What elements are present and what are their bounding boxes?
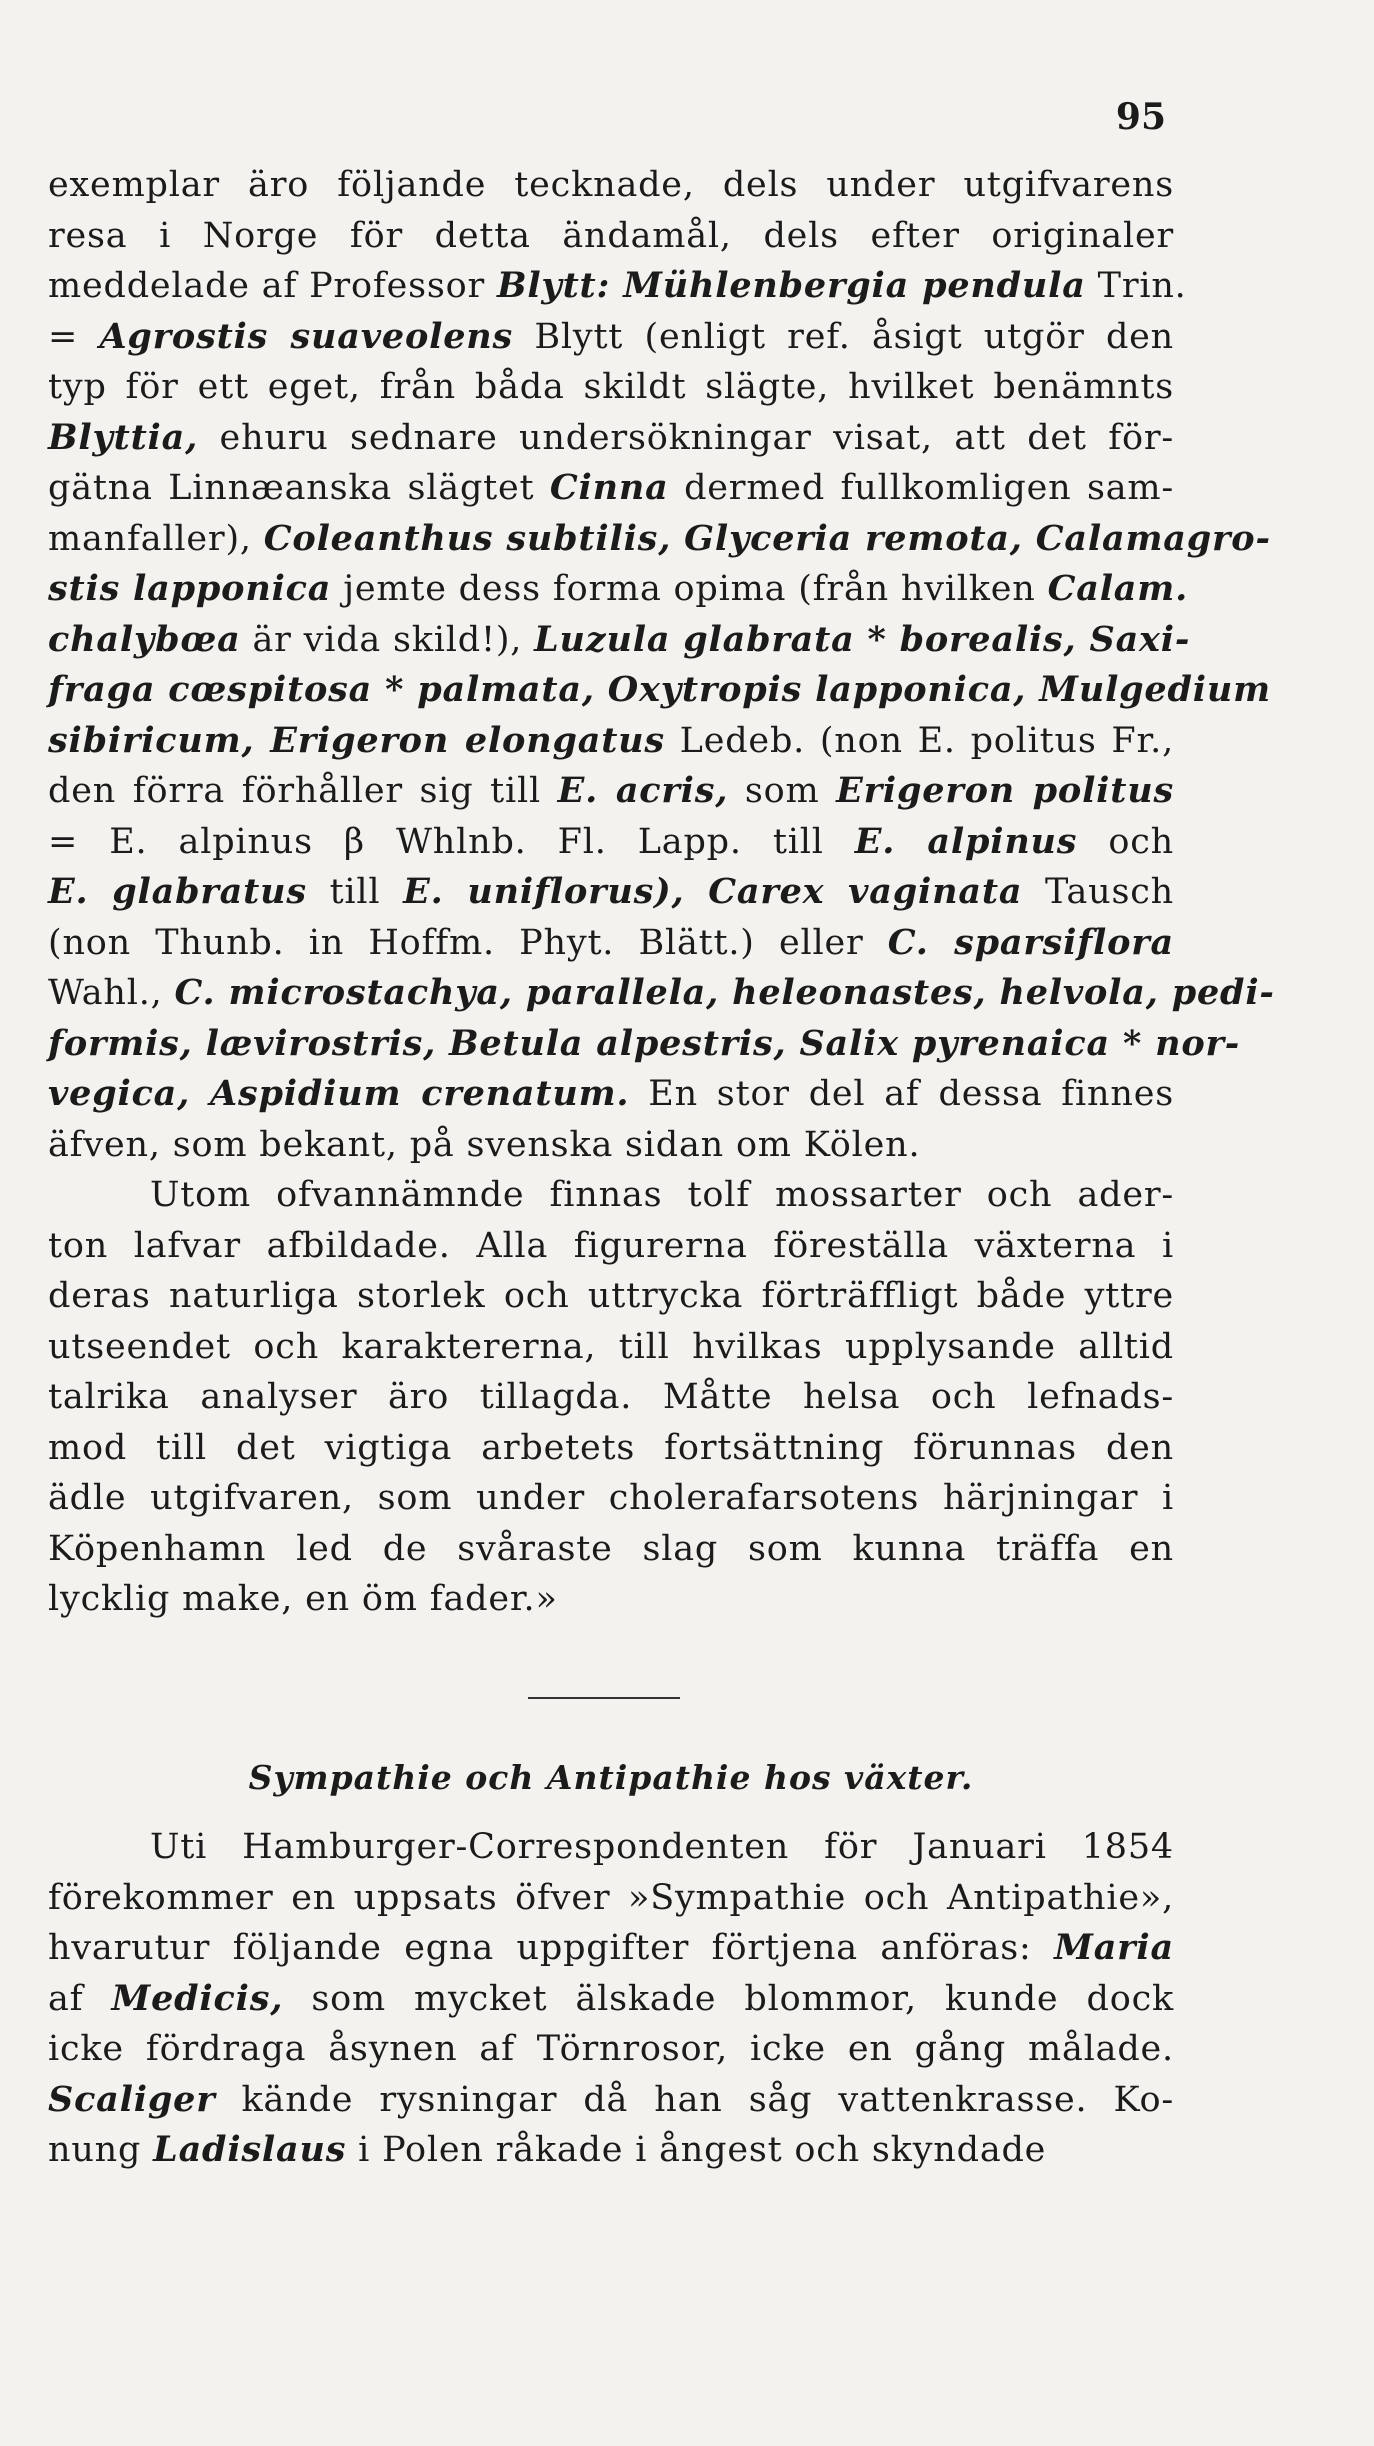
text-block-main [48, 160, 1275, 1625]
section-divider [528, 1697, 680, 1699]
text-run: Utom ofvannämnde finnas tolf mossarter och ader- [150, 1175, 1174, 1215]
text-run: meddelade af Professor [48, 266, 497, 306]
text-run: jemte dess forma opima (från hvilken [331, 569, 1048, 609]
text-run: till [306, 872, 404, 912]
italic-text: Agrostis suaveolens [99, 315, 514, 357]
text-line [48, 867, 1174, 918]
text-line [48, 362, 1174, 413]
text-line [48, 2024, 1174, 2075]
italic-text: E. glabratus [48, 871, 307, 912]
text-line [48, 1873, 1174, 1924]
italic-text: E. acris, [557, 770, 729, 811]
italic-text: stis lapponica [48, 568, 332, 609]
text-run: ehuru sednare undersökningar visat, att det för- [198, 417, 1174, 458]
text-line [48, 2075, 1174, 2126]
text-line [48, 463, 1174, 514]
text-line [48, 615, 1191, 666]
italic-text: Maria [1054, 1927, 1174, 1968]
text-line [48, 1524, 1174, 1575]
text-line [48, 312, 1174, 363]
italic-text: vegica, Aspidium crenatum. [48, 1073, 630, 1114]
text-run: = [48, 316, 100, 357]
text-run: Trin. [1085, 266, 1187, 306]
text-line [48, 1423, 1174, 1474]
text-run: utseendet och karaktererna, till hvilkas upplysande alltid [48, 1326, 1174, 1367]
text-run: icke fördraga åsynen af Törnrosor, icke en gång målade. [48, 2029, 1174, 2069]
italic-text: Cinna [549, 467, 669, 508]
italic-text: E. alpinus [854, 820, 1078, 862]
text-line [48, 1120, 1174, 1171]
text-run: och [1077, 821, 1175, 862]
italic-text: Blyttia, [48, 416, 199, 458]
text-line [48, 2125, 1174, 2176]
text-run: som [728, 771, 837, 811]
text-run: gätna Linnæanska slägtet [48, 468, 550, 508]
section-heading: Sympathie och Antipathie hos växter. [248, 1758, 974, 1797]
text-run: = E. alpinus β Whlnb. Fl. Lapp. till [48, 821, 855, 862]
italic-text: formis, lævirostris, Betula alpestris, Salix pyrenaica * nor- [48, 1022, 1241, 1064]
text-line [48, 413, 1174, 464]
text-run: förekommer en uppsats öfver »Sympathie och Antipathie», [48, 1877, 1174, 1918]
text-run: som mycket älskade blommor, kunde dock [283, 1978, 1175, 2019]
page-number: 95 [1115, 96, 1166, 138]
text-line [48, 766, 1174, 817]
text-line [48, 665, 1271, 716]
text-run: Uti Hamburger-Correspondenten för Januari 1854 [150, 1827, 1174, 1867]
text-run: En stor del af dessa finnes [629, 1074, 1174, 1114]
text-line [48, 1069, 1174, 1120]
text-run: ädle utgifvaren, som under cholerafarsotens härjningar i [48, 1478, 1174, 1518]
italic-text: E. uniflorus), Carex vaginata [403, 871, 1023, 912]
text-run: i Polen råkade i ångest och skyndade [346, 2130, 1047, 2170]
italic-text: Blytt: Mühlenbergia pendula [496, 265, 1086, 306]
text-run: hvarutur följande egna uppgifter förtjena anföras: [48, 1928, 1055, 1968]
text-run: (non Thunb. in Hoffm. Phyt. Blätt.) eller [48, 922, 888, 963]
text-line [48, 564, 1189, 615]
text-run: Wahl., [48, 973, 175, 1013]
text-line [48, 1271, 1174, 1322]
text-run: är vida skild!), [240, 619, 535, 660]
italic-text: Medicis, [111, 1977, 284, 2019]
text-line [48, 1019, 1241, 1070]
text-run: manfaller), [48, 518, 264, 559]
text-run: af [48, 1978, 112, 2019]
text-run: dermed fullkomligen sam- [668, 468, 1174, 508]
text-run: lycklig make, en öm fader.» [48, 1579, 558, 1619]
text-line [48, 1923, 1174, 1974]
text-run: typ för ett eget, från båda skildt slägte, hvilket benämnts [48, 367, 1174, 407]
italic-text: Luzula glabrata * borealis, Saxi- [534, 618, 1191, 660]
italic-text: chalybœa [48, 618, 241, 660]
text-run: Köpenhamn led de svåraste slag som kunna träffa en [48, 1528, 1174, 1569]
text-line [48, 1221, 1174, 1272]
text-run: resa i Norge för detta ändamål, dels efter originaler [48, 215, 1174, 256]
text-run: kände rysningar då han såg vattenkrasse. Ko- [215, 2079, 1174, 2120]
italic-text: Ladislaus [153, 2129, 347, 2170]
text-line [48, 1372, 1174, 1423]
text-run: äfven, som bekant, på svenska sidan om Kölen. [48, 1124, 921, 1165]
italic-text: C. microstachya, parallela, heleonastes, helvola, pedi- [174, 972, 1275, 1013]
text-run: Blytt (enligt ref. åsigt utgör den [513, 316, 1174, 357]
text-line [48, 1322, 1174, 1373]
text-run: Tausch [1022, 872, 1174, 912]
text-line [48, 211, 1174, 262]
text-line [48, 1974, 1174, 2025]
italic-text: Coleanthus subtilis, Glyceria remota, Calamagro- [263, 517, 1271, 559]
text-run: deras naturliga storlek och uttrycka förträffligt både yttre [48, 1276, 1174, 1316]
text-run: Ledeb. (non E. politus Fr., [664, 720, 1175, 761]
italic-text: Calam. [1047, 568, 1189, 609]
text-line [48, 1170, 1174, 1221]
italic-text: Erigeron politus [836, 770, 1174, 811]
italic-text: Scaliger [48, 2078, 216, 2120]
text-line [48, 918, 1174, 969]
text-line [48, 514, 1271, 565]
text-run: ton lafvar afbildade. Alla figurerna föreställa växterna i [48, 1225, 1174, 1266]
text-run: mod till det vigtiga arbetets fortsättning förunnas den [48, 1427, 1174, 1468]
text-run: den förra förhåller sig till [48, 771, 558, 811]
text-line [48, 1822, 1174, 1873]
text-line [48, 1473, 1174, 1524]
text-line [48, 261, 1187, 312]
text-line [48, 1574, 1174, 1625]
text-line [48, 160, 1174, 211]
text-line [48, 968, 1275, 1019]
italic-text: fraga cœspitosa * palmata, Oxytropis lapponica, Mulgedium [48, 669, 1271, 710]
text-block-section [48, 1822, 1174, 2176]
text-run: nung [48, 2130, 154, 2170]
text-line [48, 817, 1174, 868]
text-run: exemplar äro följande tecknade, dels under utgifvarens [48, 165, 1174, 205]
italic-text: sibiricum, Erigeron elongatus [48, 719, 665, 761]
text-line [48, 716, 1174, 767]
text-run: talrika analyser äro tillagda. Måtte helsa och lefnads- [48, 1377, 1174, 1417]
italic-text: C. sparsiflora [887, 921, 1174, 963]
